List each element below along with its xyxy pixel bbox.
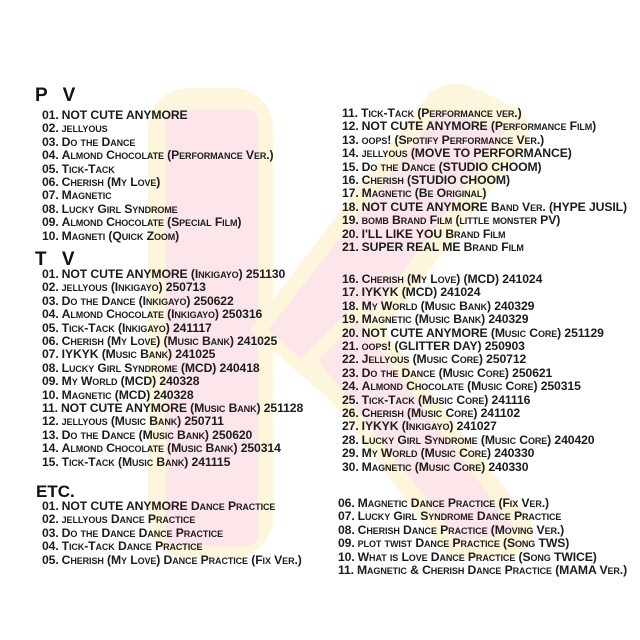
list-item: 20. I'LL LIKE YOU Brand Film <box>342 226 506 241</box>
list-item: 04. Almond Chocolate (Inkigayo) 250316 <box>42 307 263 322</box>
list-item: 18. My World (Music Bank) 240329 <box>342 298 535 313</box>
list-item: 23. Do the Dance (Music Core) 250621 <box>342 365 553 380</box>
list-item: 02. jellyous <box>42 121 108 136</box>
list-item: 07. IYKYK (Music Bank) 241025 <box>42 347 216 362</box>
pv-list-left <box>42 109 274 243</box>
list-item: 18. NOT CUTE ANYMORE Band Ver. (HYPE JUSIL) <box>342 199 627 214</box>
list-item: 11. Tick-Tack (Performance ver.) <box>342 106 522 120</box>
list-item: 04. Tick-Tack Dance Practice <box>42 539 203 554</box>
list-item: 08. Cherish Dance Practice (Moving Ver.) <box>338 522 565 537</box>
list-item: 21. SUPER REAL ME Brand Film <box>342 240 524 255</box>
list-item: 26. Cherish (Music Core) 241102 <box>342 406 520 421</box>
list-item: 13. oops! (Spotify Performance Ver.) <box>342 132 545 147</box>
list-item: 24. Almond Chocolate (Music Core) 250315 <box>342 379 581 394</box>
list-item: 21. oops! (GLITTER DAY) 250903 <box>342 339 525 354</box>
list-item: 15. Do the Dance (STUDIO CHOOM) <box>342 159 542 174</box>
list-item: 10. What is Love Dance Practice (Song TWICE) <box>338 549 597 564</box>
list-item: 11. Magnetic & Cherish Dance Practice (MAMA Ver.) <box>338 563 628 578</box>
list-item: 07. Lucky Girl Syndrome Dance Practice <box>338 509 562 524</box>
list-item: 12. NOT CUTE ANYMORE (Performance Film) <box>342 119 597 134</box>
list-item: 20. NOT CUTE ANYMORE (Music Core) 251129 <box>342 325 604 340</box>
list-item: 14. jellyous (MOVE TO PERFORMANCE) <box>342 146 572 161</box>
section-title-tv: T V <box>35 249 80 270</box>
list-item: 06. Magnetic Dance Practice (Fix Ver.) <box>338 496 549 510</box>
list-item: 03. Do the Dance <box>42 134 136 149</box>
list-item: 15. Tick-Tack (Music Bank) 241115 <box>42 454 231 469</box>
list-item: 27. IYKYK (Inkigayo) 241027 <box>342 419 497 434</box>
list-item: 29. My World (Music Core) 240330 <box>342 446 535 461</box>
list-item: 08. Lucky Girl Syndrome (MCD) 240418 <box>42 360 260 375</box>
list-item: 17. Magnetic (Be Original) <box>342 186 487 201</box>
list-item: 07. Magnetic <box>42 188 112 203</box>
list-item: 17. IYKYK (MCD) 241024 <box>342 285 481 300</box>
list-item: 08. Lucky Girl Syndrome <box>42 201 178 216</box>
list-item: 12. jellyous (Music Bank) 250711 <box>42 414 224 429</box>
list-item: 28. Lucky Girl Syndrome (Music Core) 240420 <box>342 432 595 447</box>
list-item: 01. NOT CUTE ANYMORE (Inkigayo) 251130 <box>42 267 286 281</box>
list-item: 01. NOT CUTE ANYMORE <box>42 108 188 122</box>
list-item: 04. Almond Chocolate (Performance Ver.) <box>42 148 274 163</box>
section-title-etc: ETC. <box>36 482 75 501</box>
list-item: 19. Magnetic (Music Bank) 240329 <box>342 312 529 327</box>
list-item: 02. jellyous Dance Practice <box>42 512 196 527</box>
list-item: 06. Cherish (My Love) <box>42 175 161 190</box>
section-title-pv: P V <box>35 85 81 106</box>
list-item: 14. Almond Chocolate (Music Bank) 250314 <box>42 441 281 456</box>
tv-list-left <box>42 268 303 469</box>
list-item: 02. jellyous (Inkigayo) 250713 <box>42 280 206 295</box>
list-item: 25. Tick-Tack (Music Core) 241116 <box>342 392 531 407</box>
list-item: 09. My World (MCD) 240328 <box>42 374 200 389</box>
tv-list-right <box>342 273 604 474</box>
list-item: 16. Cherish (My Love) (MCD) 241024 <box>342 272 543 286</box>
list-item: 10. Magneti (Quick Zoom) <box>42 228 180 243</box>
pv-list-right <box>342 107 627 254</box>
list-item: 05. Tick-Tack (Inkigayo) 241117 <box>42 320 212 335</box>
list-item: 22. Jellyous (Music Core) 250712 <box>342 352 527 367</box>
list-item: 13. Do the Dance (Music Bank) 250620 <box>42 427 253 442</box>
list-item: 03. Do the Dance Dance Practice <box>42 525 224 540</box>
list-item: 11. NOT CUTE ANYMORE (Music Bank) 251128 <box>42 401 304 416</box>
list-item: 19. bomb Brand Film (little monster PV) <box>342 213 561 228</box>
list-item: 06. Cherish (My Love) (Music Bank) 241025 <box>42 334 278 349</box>
list-item: 05. Cherish (My Love) Dance Practice (Fix Ver.) <box>42 552 302 567</box>
list-item: 05. Tick-Tack <box>42 161 115 176</box>
list-item: 30. Magnetic (Music Core) 240330 <box>342 459 529 474</box>
list-item: 03. Do the Dance (Inkigayo) 250622 <box>42 293 234 308</box>
list-item: 16. Cherish (STUDIO CHOOM) <box>342 173 510 188</box>
list-item: 09. Almond Chocolate (Special Film) <box>42 215 242 230</box>
etc-list-right <box>338 497 627 577</box>
etc-list-left <box>42 500 302 567</box>
list-item: 01. NOT CUTE ANYMORE Dance Practice <box>42 499 276 513</box>
list-item: 10. Magnetic (MCD) 240328 <box>42 387 194 402</box>
list-item: 09. plot twist Dance Practice (Song TWS) <box>338 536 570 551</box>
